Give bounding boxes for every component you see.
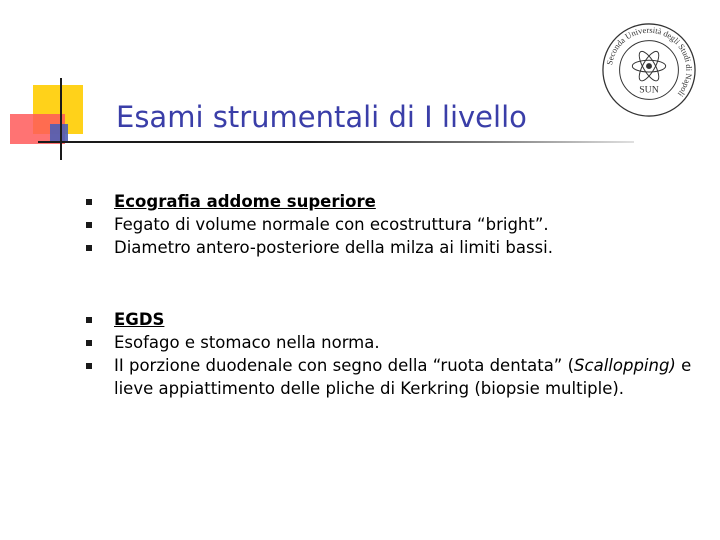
square-bullet-icon <box>86 245 92 251</box>
list-item <box>86 190 706 213</box>
list-item <box>86 308 706 331</box>
university-seal-icon <box>600 21 698 119</box>
list-item <box>86 213 706 236</box>
list-item-text: e lieve appiattimento delle pliche di Kerkring (biopsie multiple). <box>114 356 692 398</box>
seal-abbr: SUN <box>639 84 659 96</box>
square-bullet-icon <box>86 222 92 228</box>
list-item-emphasis: Scallopping) <box>574 356 676 375</box>
list-item <box>86 331 706 354</box>
square-bullet-icon <box>86 199 92 205</box>
list-item <box>86 354 706 400</box>
list-item-text: Esofago e stomaco nella norma. <box>114 333 380 352</box>
decor-vertical-line <box>60 78 62 160</box>
square-bullet-icon <box>86 363 92 369</box>
bullet-list <box>86 190 706 400</box>
list-item-text: II porzione duodenale con segno della “ruota dentata” ( <box>114 356 575 375</box>
list-item-heading: EGDS <box>114 310 165 329</box>
slide-title: Esami strumentali di I livello <box>116 100 527 134</box>
square-bullet-icon <box>86 317 92 323</box>
list-item-text: Diametro antero-posteriore della milza ai limiti bassi. <box>114 238 553 257</box>
list-item-text: Fegato di volume normale con ecostruttura “bright”. <box>114 215 549 234</box>
seal-text: Seconda Università degli Studi di Napoli <box>604 24 695 99</box>
square-bullet-icon <box>86 340 92 346</box>
list-item-heading: Ecografia addome superiore <box>114 192 376 211</box>
list-item <box>86 236 706 259</box>
decor-blue-square <box>50 124 68 142</box>
title-underline <box>38 141 634 143</box>
